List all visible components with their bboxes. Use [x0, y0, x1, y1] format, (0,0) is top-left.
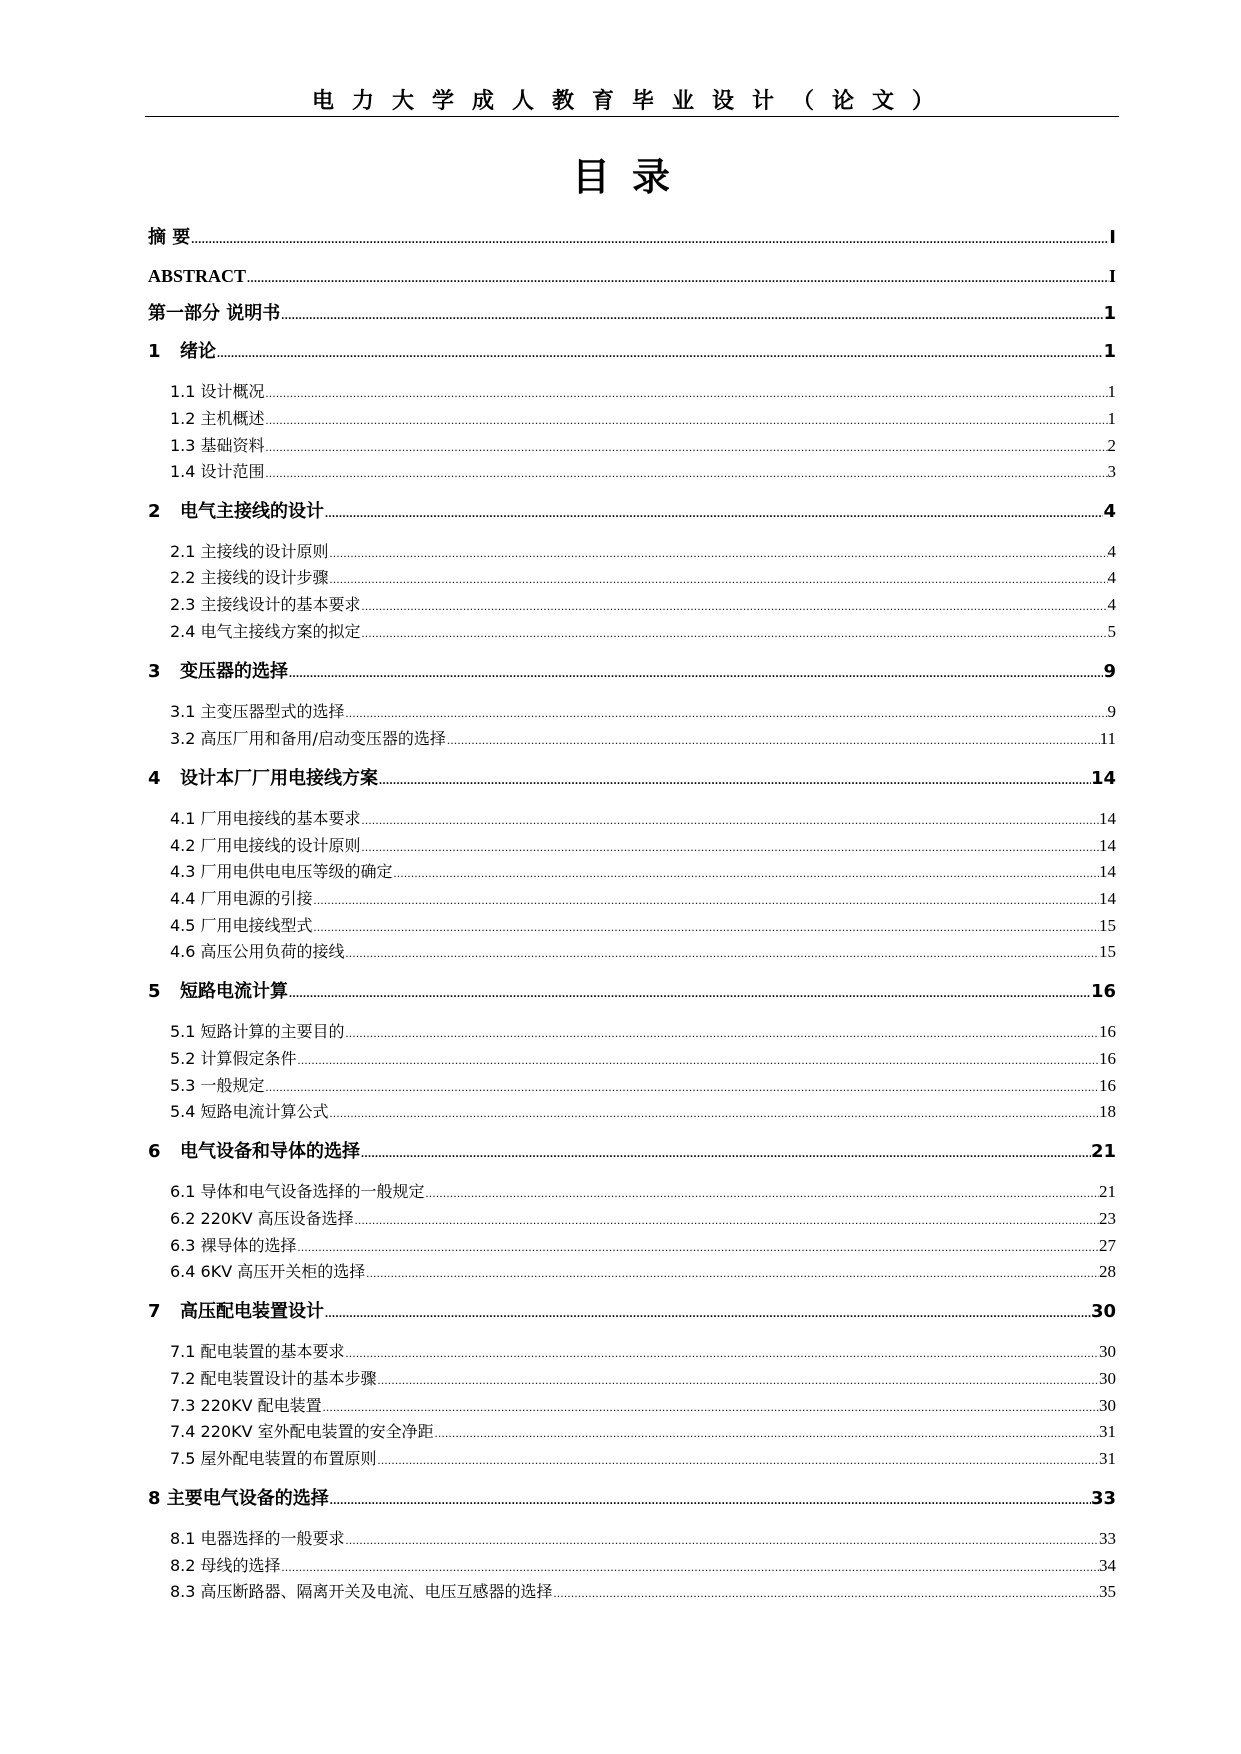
toc-section-entry[interactable] — [148, 807, 1116, 831]
toc-chapter-title: 短路电流计算 — [180, 981, 288, 1002]
toc-page-number: 23 — [1099, 1209, 1116, 1228]
toc-section-entry[interactable] — [148, 1420, 1116, 1444]
toc-leader-dots — [329, 567, 1108, 591]
toc-entry-label: 4.6 高压公用负荷的接线 — [170, 942, 345, 961]
toc-section-entry[interactable] — [148, 1580, 1116, 1604]
toc-page-number: 5 — [1107, 622, 1116, 641]
toc-entry-label: 6.2 220KV 高压设备选择 — [170, 1209, 354, 1228]
toc-section-entry[interactable] — [148, 1100, 1116, 1124]
toc-page-number: 14 — [1099, 809, 1116, 828]
toc-entry-label: 7.5 屋外配电装置的布置原则 — [170, 1449, 377, 1468]
toc-leader-dots — [361, 594, 1108, 618]
toc-entry-label: 2.4 电气主接线方案的拟定 — [170, 622, 361, 641]
toc-page-number: I — [1108, 266, 1116, 286]
toc-leader-dots — [288, 661, 1103, 685]
toc-leader-dots — [329, 1488, 1091, 1512]
toc-leader-dots — [378, 768, 1091, 792]
toc-entry-label: 4.3 厂用电供电电压等级的确定 — [170, 862, 393, 881]
toc-page-number: 4 — [1107, 542, 1116, 561]
toc-leader-dots — [377, 1368, 1099, 1392]
toc-page-number: 14 — [1099, 862, 1116, 881]
toc-leader-dots — [265, 1075, 1099, 1099]
toc-page-number: 3 — [1107, 462, 1116, 481]
toc-entry-label: 2.2 主接线的设计步骤 — [170, 568, 329, 587]
toc-chapter-number: 6 — [148, 1141, 161, 1162]
toc-entry-label: 3.1 主变压器型式的选择 — [170, 702, 345, 721]
toc-section-entry[interactable] — [148, 1447, 1116, 1471]
toc-leader-dots — [345, 1021, 1099, 1045]
toc-section-entry[interactable] — [148, 380, 1116, 404]
toc-section-entry[interactable] — [148, 1260, 1116, 1284]
toc-page-number: 1 — [1103, 341, 1116, 362]
toc-page-number: 33 — [1099, 1529, 1116, 1548]
toc-section-entry[interactable] — [148, 1180, 1116, 1204]
toc-section-entry[interactable] — [148, 1020, 1116, 1044]
toc-section-entry[interactable] — [148, 620, 1116, 644]
toc-page-number: 4 — [1107, 595, 1116, 614]
toc-leader-dots — [361, 835, 1099, 859]
toc-entry-label: 第一部分 说明书 — [148, 303, 281, 324]
header-rule — [145, 116, 1119, 117]
toc-chapter-number: 4 — [148, 768, 161, 789]
toc-page-number: 34 — [1099, 1556, 1116, 1575]
toc-entry-label: 2.3 主接线设计的基本要求 — [170, 595, 361, 614]
toc-section-entry[interactable] — [148, 1527, 1116, 1551]
toc-section-entry[interactable] — [148, 460, 1116, 484]
toc-leader-dots — [190, 227, 1109, 251]
toc-page-number: 4 — [1103, 501, 1116, 522]
toc-section-entry[interactable] — [148, 540, 1116, 564]
toc-page-number: 16 — [1099, 1076, 1116, 1095]
toc-page-number: 18 — [1099, 1102, 1116, 1121]
toc-page-number: 30 — [1099, 1342, 1116, 1361]
toc-chapter-title: 电气设备和导体的选择 — [180, 1141, 360, 1162]
toc-leader-dots — [434, 1421, 1099, 1445]
toc-section-entry[interactable] — [148, 1367, 1116, 1391]
toc-page-number: 31 — [1099, 1449, 1116, 1468]
toc-leader-dots — [360, 1141, 1091, 1165]
toc-entry-label: 7.3 220KV 配电装置 — [170, 1396, 322, 1415]
toc-page-number: 33 — [1090, 1488, 1116, 1509]
toc-page-number: 21 — [1099, 1182, 1116, 1201]
toc-leader-dots — [329, 541, 1108, 565]
toc-page-number: 30 — [1090, 1301, 1116, 1322]
toc-entry-label — [148, 500, 324, 524]
toc-leader-dots — [345, 941, 1099, 965]
toc-section-entry[interactable] — [148, 860, 1116, 884]
toc-page-number: 14 — [1090, 768, 1116, 789]
toc-leader-dots — [329, 1101, 1099, 1125]
toc-leader-dots — [361, 621, 1108, 645]
toc-section-entry[interactable] — [148, 593, 1116, 617]
toc-leader-dots — [354, 1208, 1099, 1232]
toc-section-entry[interactable] — [148, 914, 1116, 938]
toc-section-entry[interactable] — [148, 1554, 1116, 1578]
toc-entry-label: 1.2 主机概述 — [170, 409, 265, 428]
toc-page-number: 16 — [1099, 1049, 1116, 1068]
toc-chapter-entry[interactable] — [148, 340, 1116, 364]
toc-entry-label: 1.1 设计概况 — [170, 382, 265, 401]
toc-chapter-entry[interactable] — [148, 1487, 1116, 1511]
toc-entry-label: 2.1 主接线的设计原则 — [170, 542, 329, 561]
toc-entry-label — [148, 1300, 324, 1324]
toc-leader-dots — [297, 1235, 1099, 1259]
toc-page-number: 35 — [1099, 1582, 1116, 1601]
toc-page-number: 30 — [1099, 1396, 1116, 1415]
toc-leader-dots — [425, 1181, 1099, 1205]
toc-leader-dots — [345, 1341, 1099, 1365]
toc-section-entry[interactable] — [148, 887, 1116, 911]
toc-chapter-number: 3 — [148, 661, 161, 682]
toc-section-entry[interactable] — [148, 834, 1116, 858]
toc-chapter-entry[interactable] — [148, 1300, 1116, 1324]
toc-entry-label: 8.3 高压断路器、隔离开关及电流、电压互感器的选择 — [170, 1582, 553, 1601]
toc-page-number: 9 — [1103, 661, 1116, 682]
toc-entry-label: 8 主要电气设备的选择 — [148, 1488, 329, 1509]
page-header: 电力大学成人教育毕业设计（论文） — [311, 89, 952, 114]
toc-page-number: 15 — [1099, 916, 1116, 935]
toc-entry-label: 8.2 母线的选择 — [170, 1556, 281, 1575]
toc-entry-label — [148, 767, 378, 791]
toc-leader-dots — [216, 341, 1103, 365]
toc-page-number: 27 — [1099, 1236, 1116, 1255]
toc-chapter-entry[interactable] — [148, 767, 1116, 791]
toc-entry-label: 3.2 高压厂用和备用/启动变压器的选择 — [170, 729, 446, 748]
toc-page-number: 21 — [1090, 1141, 1116, 1162]
toc-section-entry[interactable] — [148, 727, 1116, 751]
toc-leader-dots — [313, 915, 1099, 939]
toc-page-number: 1 — [1107, 409, 1116, 428]
toc-section-entry[interactable] — [148, 1340, 1116, 1364]
toc-page-number: 14 — [1099, 889, 1116, 908]
toc-entry-label: 摘 要 — [148, 227, 191, 248]
toc-leader-dots — [288, 981, 1091, 1005]
toc-entry-label: 4.2 厂用电接线的设计原则 — [170, 836, 361, 855]
toc-page-number: 30 — [1099, 1369, 1116, 1388]
toc-leader-dots — [265, 408, 1108, 432]
toc-entry-label: 5.3 一般规定 — [170, 1076, 265, 1095]
toc-entry-label: 7.2 配电装置设计的基本步骤 — [170, 1369, 377, 1388]
toc-chapter-entry[interactable] — [148, 980, 1116, 1004]
toc-leader-dots — [281, 1555, 1099, 1579]
toc-entry-label: 4.4 厂用电源的引接 — [170, 889, 313, 908]
toc-page-number: 14 — [1099, 836, 1116, 855]
toc-chapter-title: 变压器的选择 — [180, 661, 288, 682]
toc-entry-label: 5.1 短路计算的主要目的 — [170, 1022, 345, 1041]
toc-chapter-entry[interactable] — [148, 500, 1116, 524]
toc-chapter-number: 1 — [148, 341, 161, 362]
toc-leader-dots — [280, 303, 1103, 327]
toc-leader-dots — [361, 808, 1099, 832]
toc-entry-label: 6.4 6KV 高压开关柜的选择 — [170, 1262, 366, 1281]
toc-chapter-entry[interactable] — [148, 1140, 1116, 1164]
toc-page-number: 15 — [1099, 942, 1116, 961]
toc-leader-dots — [265, 461, 1108, 485]
toc-section-entry[interactable] — [148, 1234, 1116, 1258]
toc-chapter-entry[interactable] — [148, 264, 1116, 288]
toc-leader-dots — [324, 501, 1103, 525]
toc-page-number: I — [1109, 227, 1116, 248]
toc-chapter-title: 高压配电装置设计 — [180, 1301, 324, 1322]
toc-leader-dots — [553, 1581, 1099, 1605]
toc-leader-dots — [246, 266, 1109, 290]
toc-section-entry[interactable] — [148, 1074, 1116, 1098]
toc-page-number: 1 — [1103, 303, 1116, 324]
page-title: 目录 — [571, 155, 692, 199]
toc-entry-label — [148, 1140, 360, 1164]
toc-leader-dots — [393, 861, 1099, 885]
toc-chapter-title: 电气主接线的设计 — [180, 501, 324, 522]
toc-page-number: 16 — [1090, 981, 1116, 1002]
toc-section-entry[interactable] — [148, 1394, 1116, 1418]
toc-chapter-number: 7 — [148, 1301, 161, 1322]
toc-entry-label: 4.1 厂用电接线的基本要求 — [170, 809, 361, 828]
toc-section-entry[interactable] — [148, 407, 1116, 431]
toc-entry-label: 5.2 计算假定条件 — [170, 1049, 297, 1068]
toc-leader-dots — [377, 1448, 1099, 1472]
toc-page-number: 16 — [1099, 1022, 1116, 1041]
toc-entry-label — [148, 660, 288, 684]
toc-chapter-entry[interactable] — [148, 302, 1116, 326]
toc-page-number: 28 — [1099, 1262, 1116, 1281]
toc-entry-label: 6.3 裸导体的选择 — [170, 1236, 297, 1255]
toc-leader-dots — [265, 381, 1108, 405]
toc-leader-dots — [313, 888, 1099, 912]
toc-leader-dots — [265, 435, 1108, 459]
toc-entry-label: 1.4 设计范围 — [170, 462, 265, 481]
toc-entry-label: 7.1 配电装置的基本要求 — [170, 1342, 345, 1361]
toc-leader-dots — [365, 1261, 1099, 1285]
toc-section-entry[interactable] — [148, 700, 1116, 724]
toc-page-number: 1 — [1107, 382, 1116, 401]
toc-page-number: 2 — [1107, 436, 1116, 455]
toc-chapter-number: 5 — [148, 981, 161, 1002]
toc-chapter-title: 设计本厂厂用电接线方案 — [180, 768, 378, 789]
toc-section-entry[interactable] — [148, 434, 1116, 458]
toc-leader-dots — [446, 728, 1100, 752]
toc-page-number: 31 — [1099, 1422, 1116, 1441]
toc-entry-label: 6.1 导体和电气设备选择的一般规定 — [170, 1182, 425, 1201]
toc-section-entry[interactable] — [148, 1047, 1116, 1071]
toc-entry-label: 5.4 短路电流计算公式 — [170, 1102, 329, 1121]
toc-entry-label: 1.3 基础资料 — [170, 436, 265, 455]
toc-section-entry[interactable] — [148, 566, 1116, 590]
toc-leader-dots — [324, 1301, 1091, 1325]
toc-page-number: 4 — [1107, 568, 1116, 587]
toc-leader-dots — [345, 701, 1108, 725]
toc-entry-label: ABSTRACT — [148, 266, 247, 286]
toc-chapter-number: 2 — [148, 501, 161, 522]
toc-entry-label — [148, 340, 216, 364]
toc-chapter-entry[interactable] — [148, 226, 1116, 250]
toc-chapter-title: 绪论 — [180, 341, 216, 362]
toc-leader-dots — [322, 1395, 1099, 1419]
toc-page-number: 11 — [1099, 729, 1116, 748]
toc-entry-label — [148, 980, 288, 1004]
toc-section-entry[interactable] — [148, 1207, 1116, 1231]
toc-entry-label: 4.5 厂用电接线型式 — [170, 916, 313, 935]
toc-page-number: 9 — [1107, 702, 1116, 721]
toc-leader-dots — [345, 1528, 1099, 1552]
toc-entry-label: 8.1 电器选择的一般要求 — [170, 1529, 345, 1548]
toc-entry-label: 7.4 220KV 室外配电装置的安全净距 — [170, 1422, 434, 1441]
toc-section-entry[interactable] — [148, 940, 1116, 964]
toc-chapter-entry[interactable] — [148, 660, 1116, 684]
toc-leader-dots — [297, 1048, 1099, 1072]
